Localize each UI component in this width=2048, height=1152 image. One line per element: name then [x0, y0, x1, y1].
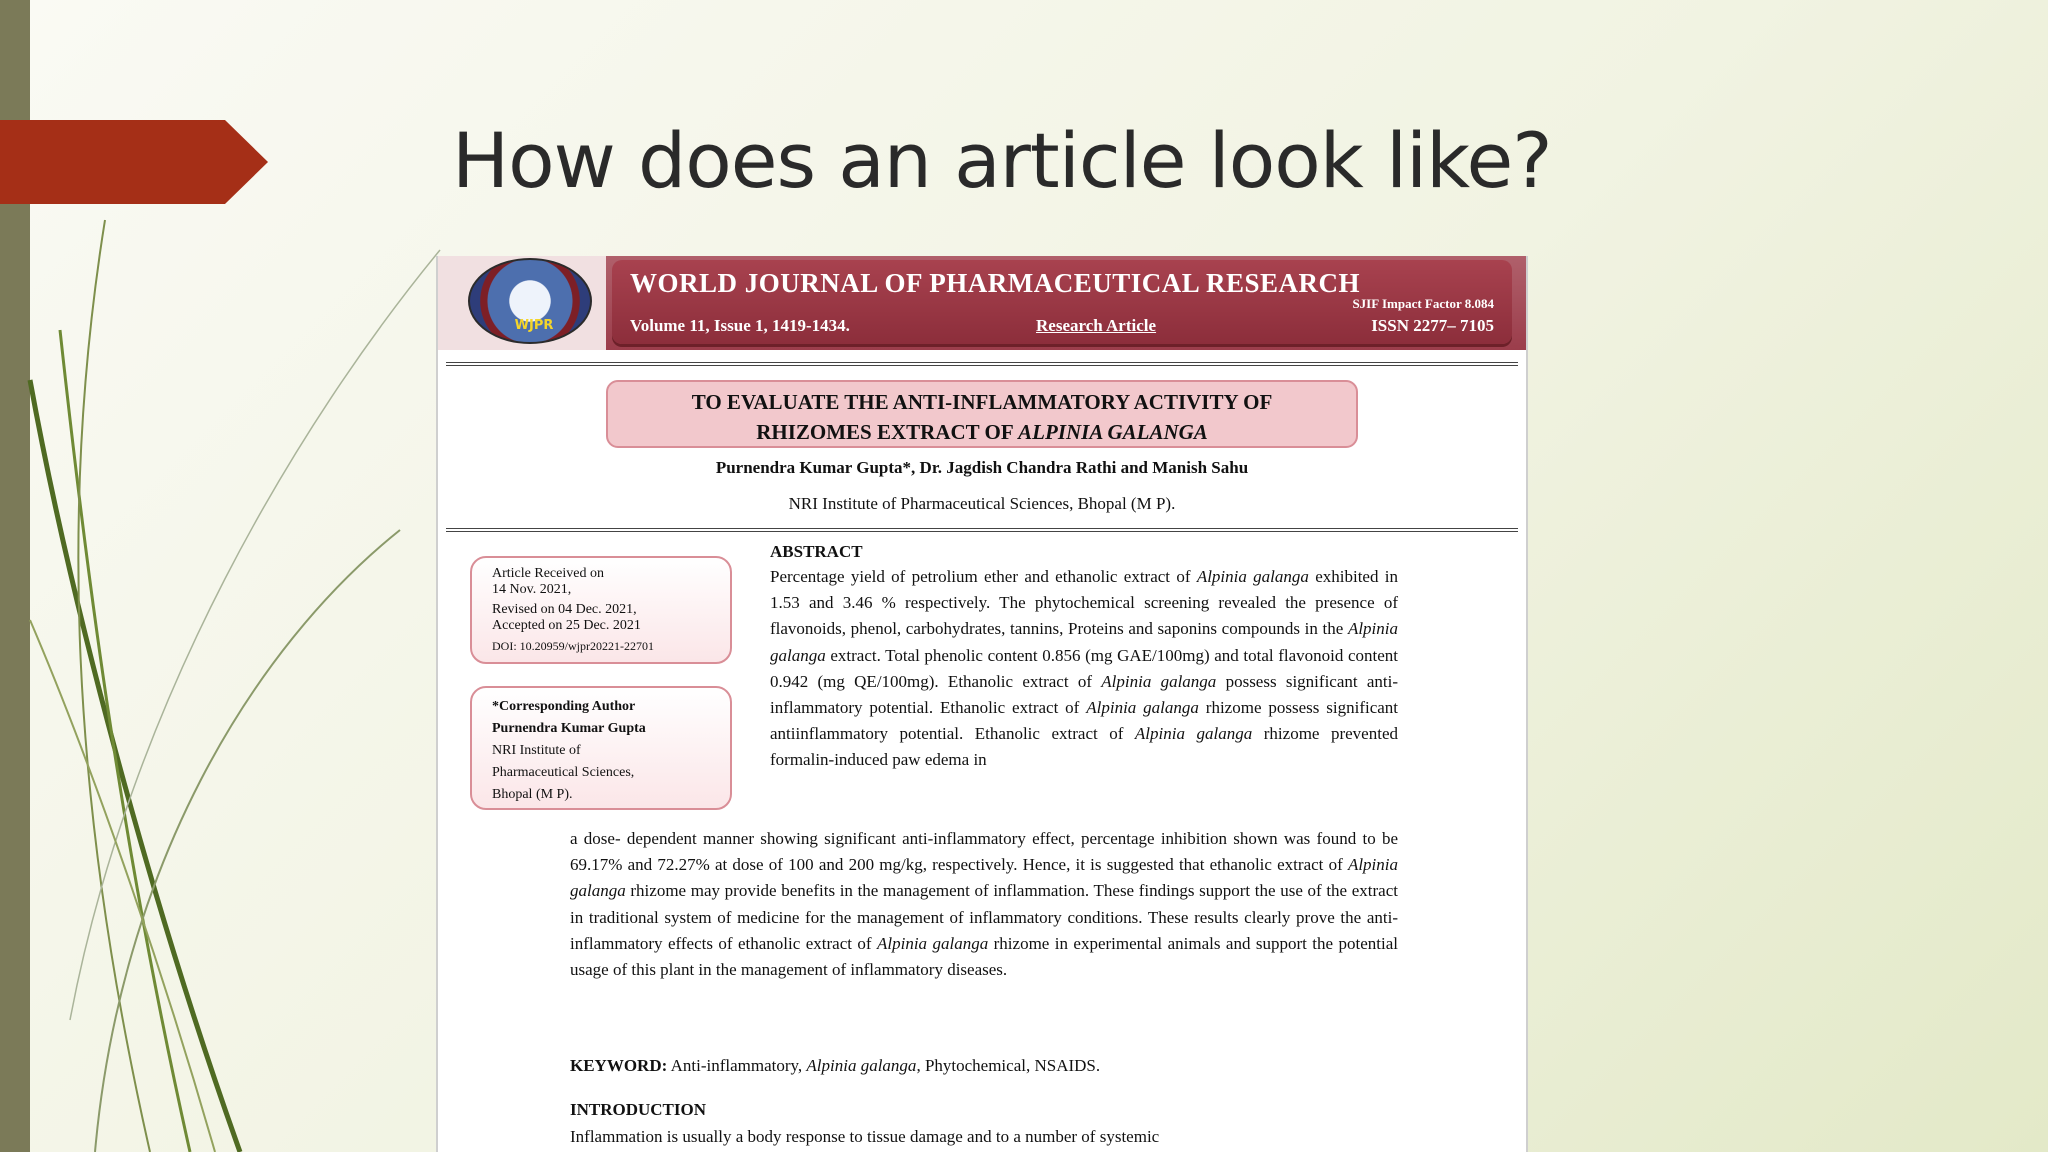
corresponding-inst-3: Bhopal (M P). [492, 787, 573, 802]
corresponding-inst-1: NRI Institute of [492, 743, 581, 758]
abstract-paragraph [770, 564, 1398, 774]
abstract-text: Percentage yield of petrolium ether and ethanolic extract of [770, 567, 1197, 586]
species-name: Alpinia galanga [1101, 671, 1217, 691]
accepted-date: Accepted on 25 Dec. 2021 [492, 618, 641, 633]
abstract-text: exhibited in 1.53 and 3.46 % respectively. The phytochemical screening revealed the presence of flavonoids, phenol, carbohydrates, tannins, Proteins and saponins compounds in the [770, 567, 1399, 639]
authors: Purnendra Kumar Gupta*, Dr. Jagdish Chandra Rathi and Manish Sahu [715, 458, 1249, 477]
slide-title: How does an article look like? [452, 116, 1552, 205]
abstract-text: a dose- dependent manner showing significant anti-inflammatory effect, percentage inhibition shown was found to be 69.17% and 72.27% at dose of 100 and 200 mg/kg, respectively. Hence, it is suggested that ethanolic extract of [570, 829, 1398, 875]
species-name: Alpinia galanga [1086, 698, 1199, 718]
abstract-text: rhizome prevented formalin-induced paw edema in [770, 724, 1398, 770]
divider [446, 528, 1518, 532]
article-screenshot [436, 256, 1528, 1152]
species-name: Alpinia galanga [806, 1056, 917, 1075]
article-title-species: ALPINIA GALANGA [1018, 420, 1208, 444]
article-title-line1: TO EVALUATE THE ANTI-INFLAMMATORY ACTIVITY OF [691, 390, 1273, 414]
abstract-text: rhizome possess significant antiinflammatory potential. Ethanolic extract of [770, 698, 1399, 744]
journal-title-band [612, 260, 1512, 344]
issn: ISSN 2277– 7105 [1371, 316, 1494, 335]
article-type: Research Article [1036, 316, 1157, 335]
species-name: Alpinia galanga [1134, 724, 1253, 744]
article-info-box [470, 556, 732, 664]
abstract-continuation [570, 826, 1398, 983]
article-title-prefix: RHIZOMES EXTRACT OF [756, 420, 1019, 444]
introduction-text: Inflammation is usually a body response to tissue damage and to a number of systemic [570, 1127, 1160, 1146]
doi: DOI: 10.20959/wjpr20221-22701 [492, 639, 654, 653]
divider [446, 362, 1518, 366]
abstract-heading: ABSTRACT [770, 542, 863, 561]
abstract-text: rhizome in experimental animals and support the potential usage of this plant in the management of inflammatory diseases. [570, 933, 1398, 980]
corresponding-author-box [470, 686, 732, 810]
received-date: 14 Nov. 2021, [492, 582, 572, 597]
article-title [606, 380, 1358, 448]
journal-header [438, 256, 1526, 350]
journal-title: WORLD JOURNAL OF PHARMACEUTICAL RESEARCH [630, 268, 1361, 298]
received-label: Article Received on [492, 566, 604, 581]
species-name: Alpinia galanga [876, 933, 989, 953]
volume-info: Volume 11, Issue 1, 1419-1434. [630, 316, 850, 335]
species-name: Alpinia galanga [1196, 567, 1309, 586]
keyword-text: , Phytochemical, NSAIDS. [916, 1056, 1101, 1075]
revised-date: Revised on 04 Dec. 2021, [492, 602, 637, 617]
corresponding-inst-2: Pharmaceutical Sciences, [492, 765, 635, 780]
introduction-heading: INTRODUCTION [570, 1100, 707, 1119]
keywords [570, 1056, 1100, 1076]
impact-factor: SJIF Impact Factor 8.084 [1352, 296, 1494, 311]
logo-text: WJPR [514, 318, 554, 333]
corresponding-name: Purnendra Kumar Gupta [492, 721, 646, 736]
abstract-text: rhizome may provide benefits in the management of inflammation. These findings support the use of the extract in traditional system of medicine for the management of inflammatory conditions. These results clearly prove the anti-inflammatory effects of ethanolic extract of [570, 881, 1398, 953]
affiliation: NRI Institute of Pharmaceutical Sciences, Bhopal (M P). [788, 494, 1176, 513]
corresponding-label: *Corresponding Author [492, 699, 636, 714]
abstract-text: extract. Total phenolic content 0.856 (mg GAE/100mg) and total flavonoid content 0.942 (mg QE/100mg). Ethanolic extract of [770, 645, 1398, 691]
article-title-line2 [608, 417, 1356, 447]
species-name: Alpinia galanga [770, 619, 1398, 665]
journal-logo-box [438, 256, 606, 350]
abstract-text: possess significant anti-inflammatory potential. Ethanolic extract of [770, 671, 1399, 718]
title-accent-arrow [0, 120, 268, 204]
keyword-text: Anti-inflammatory, [667, 1056, 807, 1075]
species-name: Alpinia galanga [570, 855, 1398, 901]
keyword-label: KEYWORD: [570, 1056, 668, 1075]
